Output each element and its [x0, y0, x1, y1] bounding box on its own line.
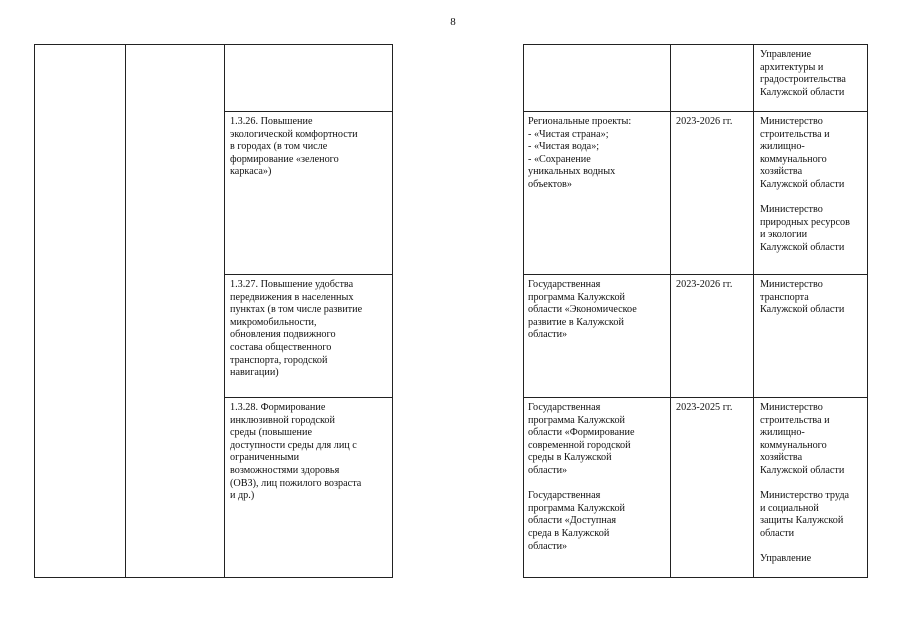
period-cell: 2023-2026 гг.: [676, 116, 733, 127]
left-table-row-divider: [224, 397, 393, 398]
period-cell: 2023-2025 гг.: [676, 402, 733, 413]
right-table-col-border: [523, 44, 524, 578]
task-cell: 1.3.28. Формирование инклюзивной городской среды (повышение доступности среды для лиц с ограниченными возможностями здоровья (ОВЗ), лиц пожилого возраста и др.): [230, 402, 362, 502]
left-table-top-border: [34, 44, 393, 45]
left-table-col-border: [392, 44, 393, 578]
right-table-col-border: [753, 44, 754, 578]
right-table-row-divider: [523, 274, 868, 275]
left-table-row-divider: [224, 111, 393, 112]
right-table-col-border: [867, 44, 868, 578]
task-cell: 1.3.27. Повышение удобства передвижения в населенных пунктах (в том числе развитие микромобильности, обновления подвижного состава общественного транспорта, городской навигации): [230, 279, 363, 379]
responsible-cell: Министерство транспорта Калужской области: [760, 279, 845, 316]
source-cell: Региональные проекты: - «Чистая страна»; - «Чистая вода»; - «Сохранение уникальных водных объектов»: [528, 116, 632, 190]
right-table-bottom-border: [523, 577, 868, 578]
responsible-cell: Министерство строительства и жилищно- коммунального хозяйства Калужской области Министерство труда и социальной защиты Калужской области Управление: [760, 402, 850, 565]
left-table-bottom-border: [34, 577, 393, 578]
source-cell: Государственная программа Калужской области «Формирование современной городской среды в Калужской области» Государственная программа Калужской области «Доступная среда в Калужской области»: [528, 402, 635, 552]
right-table-top-border: [523, 44, 868, 45]
right-table-row-divider: [523, 111, 868, 112]
page-number: 8: [450, 16, 456, 28]
left-table-row-divider: [224, 274, 393, 275]
right-table-row-divider: [523, 397, 868, 398]
task-cell: 1.3.26. Повышение экологической комфортности в городах (в том числе формирование «зеленого каркаса»): [230, 116, 358, 178]
left-table-col-border: [224, 44, 225, 578]
right-table-col-border: [670, 44, 671, 578]
left-table-col-border: [125, 44, 126, 578]
source-cell: Государственная программа Калужской области «Экономическое развитие в Калужской области»: [528, 279, 637, 341]
left-table-col-border: [34, 44, 35, 578]
responsible-cell: Министерство строительства и жилищно- коммунального хозяйства Калужской области Министерство природных ресурсов и экологии Калужской области: [760, 116, 850, 253]
period-cell: 2023-2026 гг.: [676, 279, 733, 290]
responsible-cell: Управление архитектуры и градостроительства Калужской области: [760, 49, 846, 98]
